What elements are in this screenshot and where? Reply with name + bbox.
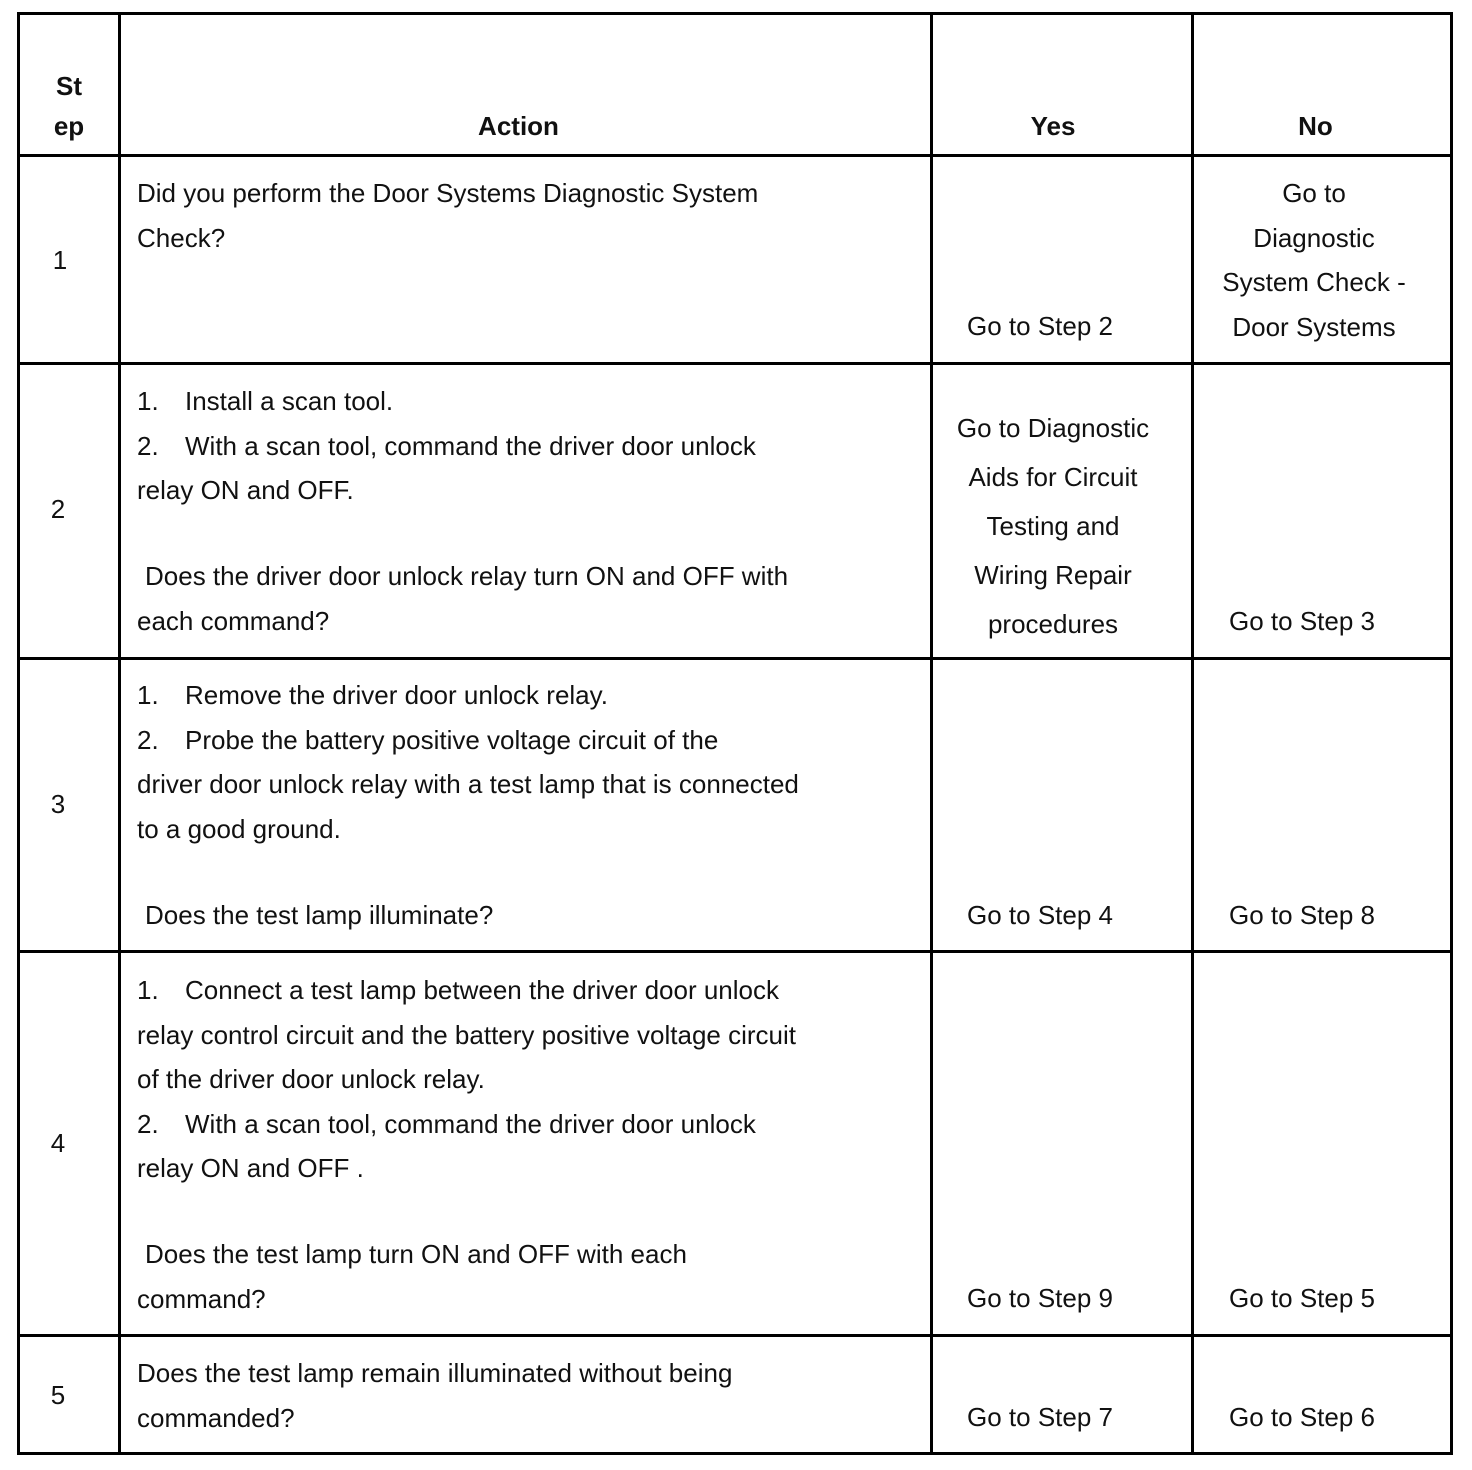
yes-link[interactable]: Go to Step 7 — [967, 1402, 1113, 1432]
yes-link[interactable]: Go to Step 4 — [967, 900, 1113, 930]
list-item-text: Probe the battery positive voltage circuit of the — [185, 724, 719, 755]
yes-link[interactable]: Go to Step 2 — [967, 311, 1113, 341]
question-line: each command? — [137, 605, 330, 636]
action-line: driver door unlock relay with a test lamp that is connected — [137, 769, 799, 799]
list-marker: 2. — [137, 430, 159, 461]
action-line: to a good ground. — [137, 813, 341, 844]
header-step — [20, 66, 118, 146]
row-divider — [17, 154, 1453, 157]
question-text — [137, 1232, 687, 1321]
no-link[interactable]: Go to Step 8 — [1229, 900, 1375, 930]
action-line: relay ON and OFF . — [137, 1153, 364, 1183]
list-item-text: Connect a test lamp between the driver door unlock — [185, 975, 780, 1005]
yes-line: Testing and — [986, 511, 1120, 541]
yes-line: Go to Diagnostic — [956, 413, 1150, 443]
list-item-text: Install a scan tool. — [185, 386, 394, 416]
no-link[interactable]: Go to Step 5 — [1229, 1283, 1375, 1313]
yes-line: procedures — [987, 609, 1119, 639]
no-link[interactable] — [1194, 171, 1434, 349]
list-item — [137, 673, 799, 718]
list-item — [137, 718, 799, 763]
list-marker: 2. — [137, 1108, 159, 1139]
action-line: relay control circuit and the battery positive voltage circuit — [137, 1019, 796, 1050]
row-divider — [17, 362, 1453, 365]
list-marker: 1. — [137, 680, 159, 710]
action-text — [137, 673, 799, 851]
action-text — [137, 171, 758, 260]
action-text — [137, 968, 796, 1191]
header-action: Action — [478, 111, 559, 141]
action-line: Check? — [137, 222, 226, 253]
list-marker: 2. — [137, 724, 159, 755]
action-text — [137, 379, 756, 513]
list-item-text: Remove the driver door unlock relay. — [185, 680, 608, 710]
header-step-line2: ep — [53, 111, 85, 141]
action-line: commanded? — [137, 1402, 295, 1433]
action-text — [137, 1351, 732, 1440]
action-line: relay ON and OFF. — [137, 475, 354, 505]
column-divider — [930, 12, 933, 1455]
step-number: 2 — [50, 494, 66, 524]
question-text — [137, 554, 788, 643]
question-text: Does the test lamp illuminate? — [145, 900, 494, 930]
question-line: command? — [137, 1283, 266, 1314]
step-number: 1 — [52, 245, 68, 275]
yes-line: Aids for Circuit — [968, 462, 1138, 492]
action-line: Does the test lamp remain illuminated without being — [137, 1358, 733, 1388]
list-item — [137, 424, 756, 469]
list-item — [137, 968, 796, 1013]
action-line: Did you perform the Door Systems Diagnostic System — [137, 178, 759, 208]
column-divider — [118, 12, 121, 1455]
row-divider — [17, 950, 1453, 953]
header-yes: Yes — [1030, 111, 1076, 141]
list-marker: 1. — [137, 975, 159, 1005]
no-line: Go to — [1282, 178, 1346, 208]
list-item — [137, 379, 756, 424]
list-item — [137, 1102, 796, 1147]
yes-link[interactable]: Go to Step 9 — [967, 1283, 1113, 1313]
action-line: of the driver door unlock relay. — [137, 1064, 485, 1094]
step-number: 4 — [50, 1128, 66, 1158]
question-line: Does the driver door unlock relay turn ON and OFF with — [145, 561, 789, 591]
yes-link[interactable] — [940, 404, 1166, 649]
question-line: Does the test lamp turn ON and OFF with each — [145, 1239, 687, 1269]
yes-line: Wiring Repair — [974, 560, 1132, 590]
no-link[interactable]: Go to Step 6 — [1229, 1402, 1375, 1432]
no-line: Door Systems — [1232, 311, 1396, 342]
list-marker: 1. — [137, 386, 159, 416]
list-item-text: With a scan tool, command the driver door unlock — [185, 1108, 756, 1139]
step-number: 5 — [50, 1380, 66, 1410]
step-number: 3 — [50, 789, 66, 819]
row-divider — [17, 1334, 1453, 1337]
row-divider — [17, 657, 1453, 660]
list-item-text: With a scan tool, command the driver door unlock — [185, 430, 756, 461]
header-step-line1: St — [56, 71, 82, 101]
header-no: No — [1298, 111, 1333, 141]
no-line: Diagnostic — [1253, 222, 1375, 253]
no-line: System Check - — [1222, 267, 1406, 297]
no-link[interactable]: Go to Step 3 — [1229, 606, 1375, 636]
